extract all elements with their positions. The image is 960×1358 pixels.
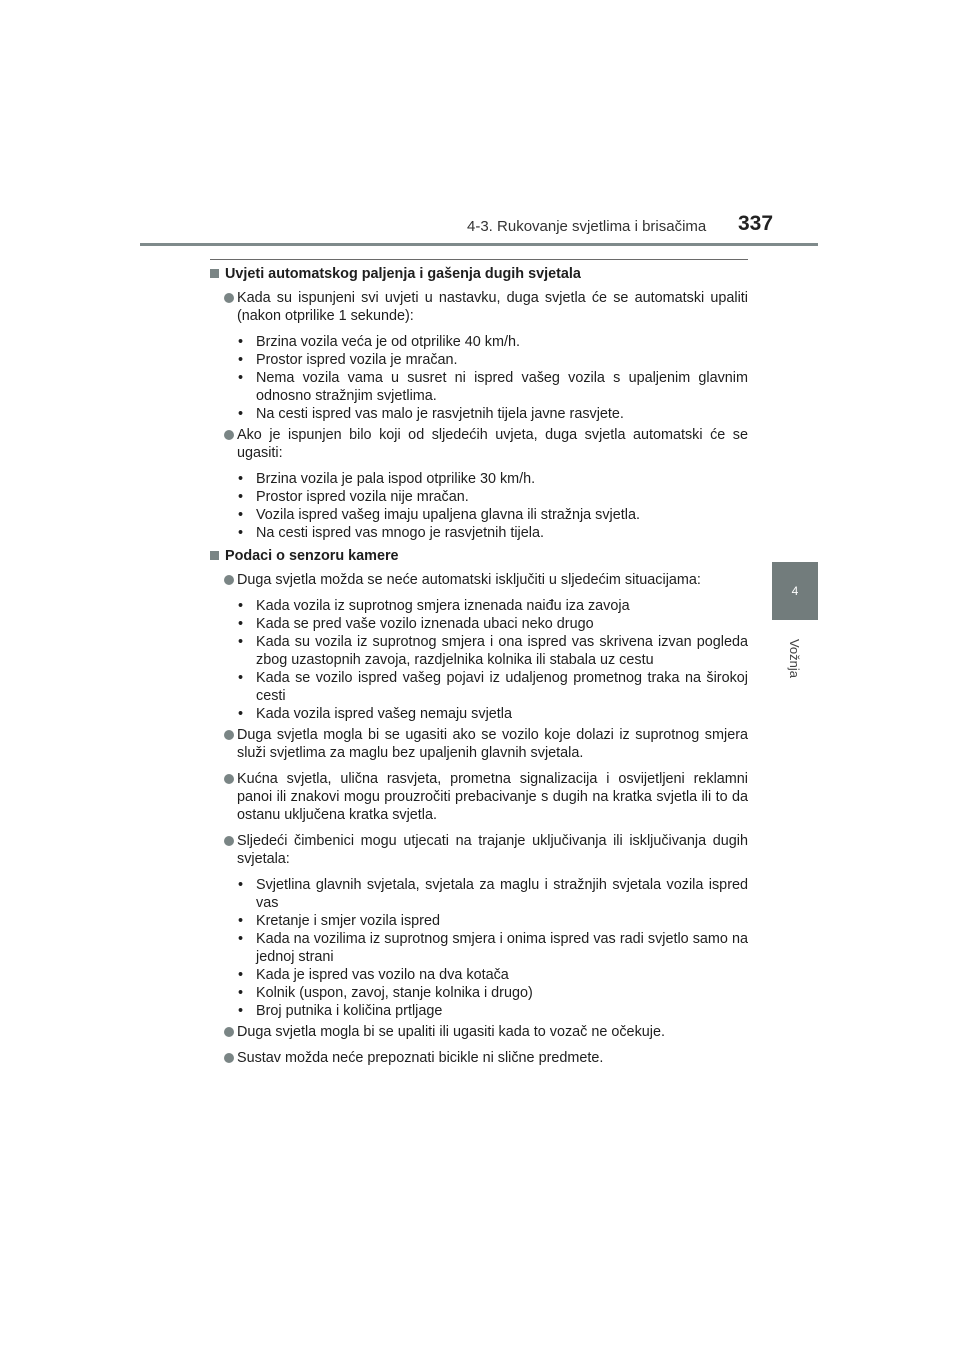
content-rule (210, 259, 748, 260)
paragraph (210, 1023, 748, 1041)
chapter-tab (772, 562, 818, 620)
paragraph-text: Duga svjetla mogla bi se ugasiti ako se vozilo koje dolazi iz suprotnog smjera služi svjetlima za maglu bez upaljenih glavnih svjetala. (237, 727, 748, 761)
list-item-text: Vozila ispred vašeg imaju upaljena glavna ili stražnja svjetla. (256, 507, 640, 523)
paragraph (210, 832, 748, 868)
header-rule (140, 243, 818, 246)
list-item-text: Na cesti ispred vas malo je rasvjetnih tijela javne rasvjete. (256, 406, 624, 422)
paragraph-text: Sljedeći čimbenici mogu utjecati na trajanje uključivanja ili isključivanja dugih svjetala: (237, 833, 748, 867)
bullet-icon: • (238, 634, 244, 650)
chapter-label-text: Vožnja (787, 638, 803, 678)
list-item-text: Kada se vozilo ispred vašeg pojavi iz udaljenog prometnog traka na širokoj cesti (256, 670, 748, 704)
circle-bullet-icon (224, 1027, 234, 1037)
list-item (237, 405, 748, 423)
list-item-text: Prostor ispred vozila je mračan. (256, 352, 458, 368)
section-heading-text: Podaci o senzoru kamere (225, 548, 399, 564)
list-item (237, 912, 748, 930)
list-item-text: Nema vozila vama u susret ni ispred vašeg vozila s upaljenim glavnim odnosno stražnjim svjetlima. (256, 370, 748, 404)
list-item (237, 930, 748, 966)
bullet-icon: • (238, 507, 244, 523)
bullet-icon: • (238, 1003, 244, 1019)
list-item-text: Kada su vozila iz suprotnog smjera i ona ispred vas skrivena izvan pogleda zbog uzastopnih zavoja, razdjelnika kolnika ili stabala uz cestu (256, 634, 748, 668)
bullet-icon: • (238, 352, 244, 368)
paragraph (210, 571, 748, 589)
list-item-text: Kada vozila ispred vašeg nemaju svjetla (256, 706, 512, 722)
section-heading (210, 547, 748, 565)
section-heading (210, 265, 748, 283)
bullet-icon: • (238, 598, 244, 614)
list-item-text: Broj putnika i količina prtljage (256, 1003, 443, 1019)
list-item-text: Na cesti ispred vas mnogo je rasvjetnih tijela. (256, 525, 544, 541)
circle-bullet-icon (224, 730, 234, 740)
chapter-number: 4 (791, 584, 799, 598)
list-item-text: Brzina vozila veća je od otprilike 40 km/h. (256, 334, 520, 350)
list-item (237, 876, 748, 912)
bullet-icon: • (238, 471, 244, 487)
bullet-list (210, 333, 748, 423)
bullet-icon: • (238, 670, 244, 686)
paragraph-text: Ako je ispunjen bilo koji od sljedećih uvjeta, duga svjetla automatski će se ugasiti: (237, 427, 748, 461)
list-item (237, 1002, 748, 1020)
paragraph-text: Duga svjetla možda se neće automatski isključiti u sljedećim situacijama: (237, 572, 701, 588)
square-bullet-icon (210, 269, 219, 278)
square-bullet-icon (210, 551, 219, 560)
chapter-label (782, 630, 808, 686)
bullet-icon: • (238, 931, 244, 947)
page-number: 337 (738, 212, 774, 235)
paragraph (210, 426, 748, 462)
list-item (237, 597, 748, 615)
bullet-icon: • (238, 913, 244, 929)
bullet-icon: • (238, 985, 244, 1001)
circle-bullet-icon (224, 1053, 234, 1063)
section-heading-text: Uvjeti automatskog paljenja i gašenja dugih svjetala (225, 266, 581, 282)
bullet-icon: • (238, 370, 244, 386)
paragraph (210, 770, 748, 824)
bullet-list (210, 470, 748, 542)
paragraph (210, 1049, 748, 1067)
list-item (237, 351, 748, 369)
list-item (237, 524, 748, 542)
circle-bullet-icon (224, 293, 234, 303)
list-item (237, 633, 748, 669)
list-item (237, 488, 748, 506)
list-item-text: Brzina vozila je pala ispod otprilike 30 km/h. (256, 471, 536, 487)
paragraph-text: Duga svjetla mogla bi se upaliti ili ugasiti kada to vozač ne očekuje. (237, 1024, 665, 1040)
page-content (210, 265, 748, 1075)
list-item (237, 966, 748, 984)
list-item (237, 669, 748, 705)
paragraph (210, 289, 748, 325)
paragraph-text: Kućna svjetla, ulična rasvjeta, prometna signalizacija i osvijetljeni reklamni panoi ili znakovi mogu prouzročiti prebacivanje s dugih na kratka svjetla ili to da ostanu uključena kratka svjetla. (237, 771, 748, 823)
list-item-text: Prostor ispred vozila nije mračan. (256, 489, 469, 505)
bullet-icon: • (238, 489, 244, 505)
bullet-icon: • (238, 525, 244, 541)
circle-bullet-icon (224, 575, 234, 585)
list-item-text: Kolnik (uspon, zavoj, stanje kolnika i drugo) (256, 985, 533, 1001)
paragraph-text: Sustav možda neće prepoznati bicikle ni slične predmete. (237, 1050, 604, 1066)
list-item (237, 333, 748, 351)
circle-bullet-icon (224, 836, 234, 846)
bullet-icon: • (238, 334, 244, 350)
paragraph (210, 726, 748, 762)
bullet-icon: • (238, 406, 244, 422)
bullet-icon: • (238, 877, 244, 893)
list-item (237, 369, 748, 405)
paragraph-text: Kada su ispunjeni svi uvjeti u nastavku, duga svjetla će se automatski upaliti (nakon otprilike 1 sekunde): (237, 290, 748, 324)
list-item-text: Kada se pred vaše vozilo iznenada ubaci neko drugo (256, 616, 594, 632)
list-item (237, 705, 748, 723)
list-item-text: Svjetlina glavnih svjetala, svjetala za maglu i stražnjih svjetala vozila ispred vas (256, 877, 748, 911)
list-item (237, 470, 748, 488)
bullet-list (210, 876, 748, 1020)
list-item (237, 506, 748, 524)
section-title: 4-3. Rukovanje svjetlima i brisačima (467, 218, 707, 235)
list-item-text: Kretanje i smjer vozila ispred (256, 913, 440, 929)
list-item (237, 984, 748, 1002)
list-item-text: Kada je ispred vas vozilo na dva kotača (256, 967, 509, 983)
bullet-icon: • (238, 706, 244, 722)
list-item-text: Kada vozila iz suprotnog smjera iznenada naiđu iza zavoja (256, 598, 630, 614)
circle-bullet-icon (224, 774, 234, 784)
list-item-text: Kada na vozilima iz suprotnog smjera i onima ispred vas radi svjetlo samo na jednoj strani (256, 931, 748, 965)
bullet-icon: • (238, 967, 244, 983)
bullet-icon: • (238, 616, 244, 632)
bullet-list (210, 597, 748, 723)
list-item (237, 615, 748, 633)
circle-bullet-icon (224, 430, 234, 440)
